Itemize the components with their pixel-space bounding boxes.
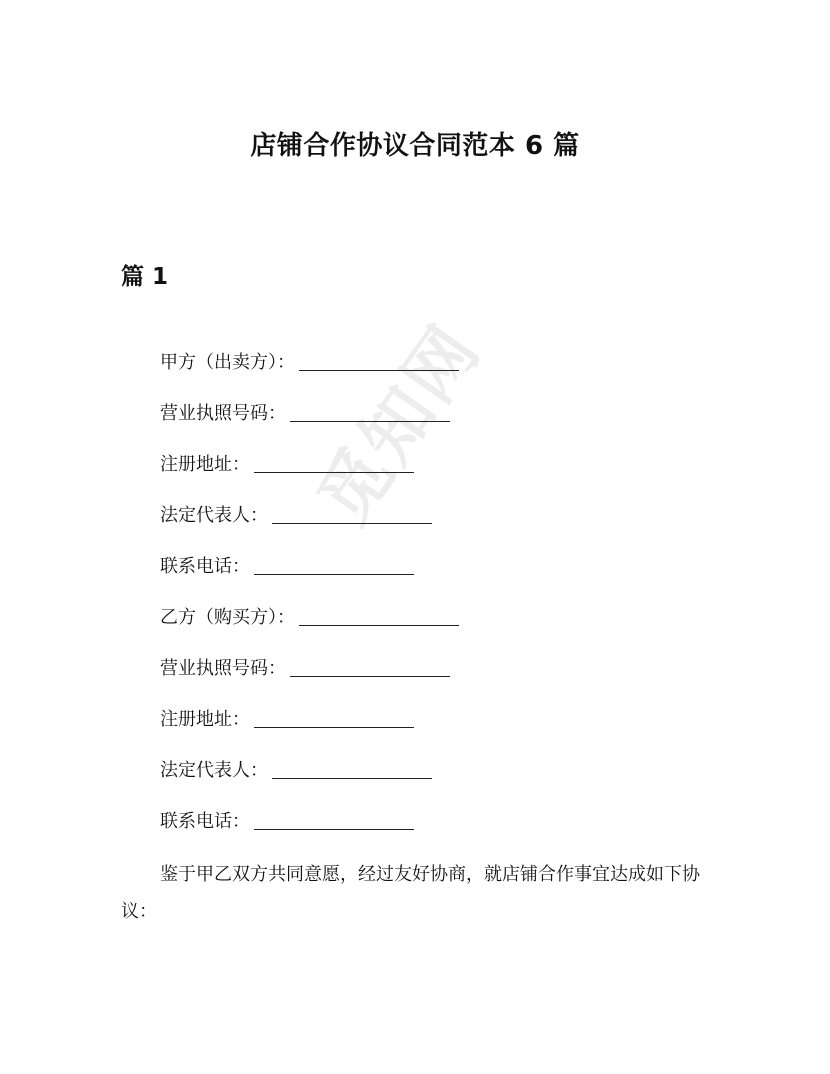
fill-in-blank <box>290 654 450 677</box>
fill-in-blank <box>299 348 459 371</box>
field-label: 法定代表人： <box>160 760 268 781</box>
fill-in-blank <box>272 501 432 524</box>
party-fields-list <box>160 348 720 858</box>
field-party-a-representative <box>160 501 720 552</box>
field-label: 注册地址： <box>160 454 250 475</box>
field-label: 注册地址： <box>160 709 250 730</box>
field-label: 营业执照号码： <box>160 658 286 679</box>
fill-in-blank <box>254 552 414 575</box>
field-party-b-name <box>160 603 720 654</box>
field-party-a-name <box>160 348 720 399</box>
field-party-b-phone <box>160 807 720 858</box>
field-party-b-license <box>160 654 720 705</box>
section-heading: 篇 1 <box>121 264 169 290</box>
field-label: 乙方（购买方）： <box>160 607 295 628</box>
field-label: 营业执照号码： <box>160 403 286 424</box>
fill-in-blank <box>254 807 414 830</box>
watermark: 觅知网 <box>302 309 497 539</box>
fill-in-blank <box>290 399 450 422</box>
field-label: 联系电话： <box>160 556 250 577</box>
document-title: 店铺合作协议合同范本 6 篇 <box>250 131 580 161</box>
fill-in-blank <box>254 705 414 728</box>
fill-in-blank <box>272 756 432 779</box>
field-party-b-representative <box>160 756 720 807</box>
field-party-a-license <box>160 399 720 450</box>
fill-in-blank <box>299 603 459 626</box>
field-label: 甲方（出卖方）： <box>160 352 295 373</box>
field-party-b-address <box>160 705 720 756</box>
field-label: 法定代表人： <box>160 505 268 526</box>
field-party-a-phone <box>160 552 720 603</box>
field-party-a-address <box>160 450 720 501</box>
fill-in-blank <box>254 450 414 473</box>
agreement-intro-paragraph: 鉴于甲乙双方共同意愿，经过友好协商，就店铺合作事宜达成如下协议： <box>121 864 700 922</box>
field-label: 联系电话： <box>160 811 250 832</box>
